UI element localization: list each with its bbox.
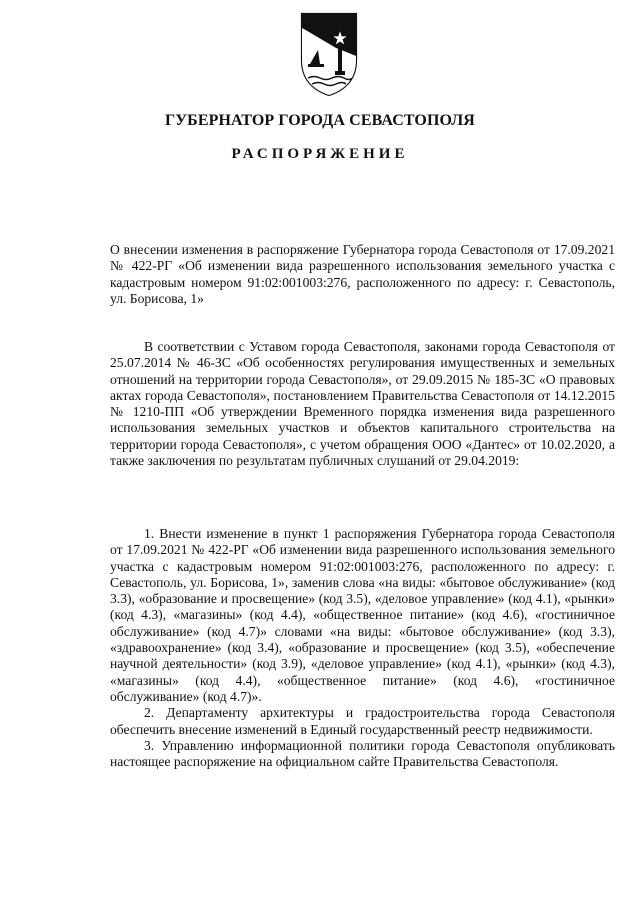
order-item-3: 3. Управлению информационной политики города Севастополя опубликовать настоящее распоряжение на официальном сайте Правительства Севастополя. [110,737,615,770]
preamble-paragraph: В соответствии с Уставом города Севастополя, законами города Севастополя от 25.07.2014 № 46-ЗС «Об особенностях регулирования имущественных и земельных отношений на территории города Севастополя», от 29.09.2015 № 185-ЗС «О правовых актах города Севастополя», постановлением Правительства Севастополя от 14.12.2015 № 1210-ПП «Об утверждении Временного порядка изменения вида разрешенного использования земельных участков и объектов капитального строительства на территории города Севастополя», с учетом обращения ООО «Дантес» от 10.02.2020, а также заключения по результатам публичных слушаний от 29.04.2019: [110,339,615,469]
sevastopol-coat-of-arms-icon [296,8,362,98]
issuer-title: ГУБЕРНАТОР ГОРОДА СЕВАСТОПОЛЯ [165,112,475,129]
order-item-1: 1. Внести изменение в пункт 1 распоряжения Губернатора города Севастополя от 17.09.2021 № 422-РГ «Об изменении вида разрешенного использования земельного участка с кадастровым номером 91:02:001003:276, расположенного по адресу: г. Севастополь, ул. Борисова, 1», заменив слова «на виды: «бытовое обслуживание» (код 3.3), «образование и просвещение» (код 3.5), «деловое управление» (код 4.1), «рынки» (код 4.3), «магазины» (код 4.4), «общественное питание» (код 4.6), «гостиничное обслуживание» (код 4.7)» словами «на виды: «бытовое обслуживание» (код 3.3), «здравоохранение» (код 3.4), «образование и просвещение» (код 3.5), «обеспечение научной деятельности» (код 3.9), «деловое управление» (код 4.1), «рынки» (код 4.3), «магазины» (код 4.4), «общественное питание» (код 4.6), «гостиничное обслуживание» (код 4.7)». [110,526,615,704]
order-items [110,526,615,770]
subject-paragraph: О внесении изменения в распоряжение Губернатора города Севастополя от 17.09.2021 № 422-РГ «Об изменении вида разрешенного использования земельного участка с кадастровым номером 91:02:001003:276, расположенного по адресу: г. Севастополь, ул. Борисова, 1» [110,242,615,306]
order-item-2: 2. Департаменту архитектуры и градостроительства города Севастополя обеспечить внесение изменений в Единый государственный реестр недвижимости. [110,705,615,737]
document-type-title: РАСПОРЯЖЕНИЕ [231,146,409,162]
